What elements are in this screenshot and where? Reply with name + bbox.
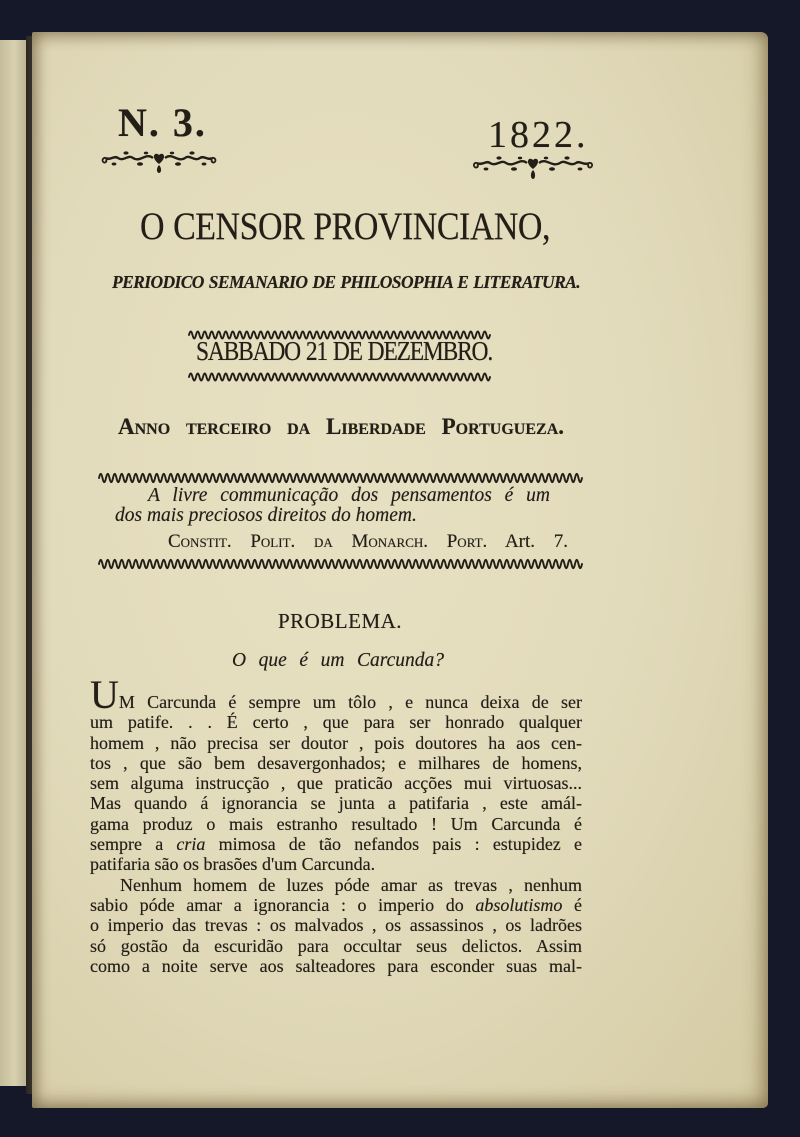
article-line: um patife. . . É certo , que para ser honrado qualquer xyxy=(90,712,582,733)
epigraph-source xyxy=(168,531,568,552)
article-line: gama produz o mais estranho resultado ! Um Carcunda é xyxy=(90,813,582,834)
article-line-text: mimosa de tão nefandos pais : estupidez e xyxy=(205,834,582,855)
newspaper-title: O CENSOR PROVINCIANO, xyxy=(140,205,550,249)
issue-year: 1822. xyxy=(488,114,589,156)
article-line-text: M Carcunda é sempre um tôlo , e nunca deixa de ser xyxy=(118,692,582,712)
fleuron-right-icon xyxy=(472,154,594,181)
article-line: Mas quando á ignorancia se junta a patifaria , este amál- xyxy=(90,793,582,814)
newspaper-subtitle: PERIODICO SEMANARIO DE PHILOSOPHIA E LITERATURA. xyxy=(112,272,580,292)
wavy-rule xyxy=(98,558,586,570)
article-line-text: sempre a xyxy=(90,834,177,855)
article-line xyxy=(90,834,582,854)
epigraph-line: A livre communicação dos pensamentos é um xyxy=(148,485,550,506)
article-line: Nenhum homem de luzes póde amar as trevas , nenhum xyxy=(120,874,582,895)
article-line-text: é xyxy=(562,894,582,915)
article-body xyxy=(90,672,582,976)
article-line xyxy=(90,895,582,915)
article-line: sem alguma instrucção , que praticão acções mui virtuosas... xyxy=(90,773,582,794)
liberty-era-line: Anno terceiro da Liberdade Portugueza. xyxy=(118,414,564,439)
article-line xyxy=(90,672,582,717)
drop-cap-initial: U xyxy=(90,672,119,717)
fleuron-left-icon xyxy=(100,148,218,175)
article-line: como a noite serve aos salteadores para esconder suas mal- xyxy=(90,955,582,976)
emphasized-word: absolutismo xyxy=(475,894,563,915)
article-question: O que é um Carcunda? xyxy=(232,650,444,671)
wavy-rule xyxy=(188,372,494,382)
article-line: patifaria são os brasões d'um Carcunda. xyxy=(90,854,376,875)
article-line: homem , não precisa ser doutor , pois doutores ha aos cen- xyxy=(90,732,582,753)
issue-date: SABBADO 21 DE DEZEMBRO. xyxy=(196,336,492,367)
article-heading: PROBLEMA. xyxy=(277,609,403,633)
article-line-text: sabio póde amar a ignorancia : o imperio do xyxy=(90,894,476,915)
article-line: tos , que são bem desavergonhados; e milhares de homens, xyxy=(90,752,582,773)
article-line: só gostão da escuridão para occultar seus delictos. Assim xyxy=(90,935,582,956)
emphasized-word: cria xyxy=(176,834,206,855)
wavy-rule xyxy=(98,472,586,484)
epigraph-line: dos mais preciosos direitos do homem. xyxy=(115,505,417,526)
article-line: o imperio das trevas : os malvados , os assassinos , os ladrões xyxy=(90,915,582,936)
adjacent-page-edge xyxy=(0,40,26,1086)
issue-number: N. 3. xyxy=(118,100,207,145)
epigraph-source-name: Constit. Polit. da Monarch. Port. xyxy=(168,531,488,552)
epigraph-source-article: Art. 7. xyxy=(504,531,568,552)
